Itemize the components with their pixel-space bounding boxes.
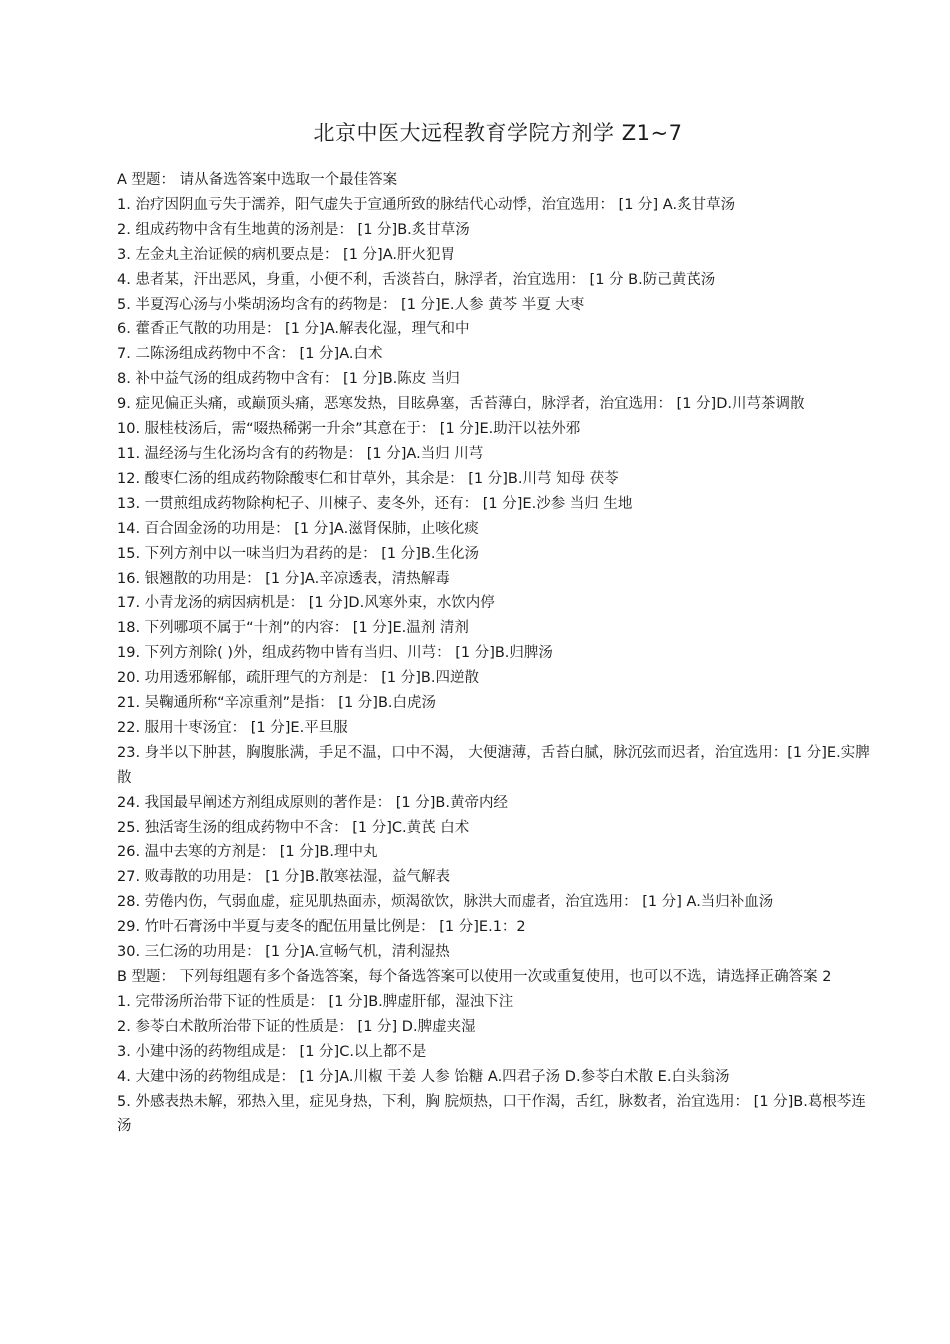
question-item: 5. 外感表热未解，邪热入里，症见身热，下利，胸 脘烦热，口干作渴，舌红，脉数者，治宜选用： [1 分]B.葛根芩连汤 bbox=[117, 1093, 866, 1135]
question-item: 16. 银翘散的功用是： [1 分]A.辛凉透表，清热解毒 bbox=[117, 570, 450, 587]
question-item: 14. 百合固金汤的功用是： [1 分]A.滋肾保肺，止咳化痰 bbox=[117, 520, 479, 537]
question-item: 13. 一贯煎组成药物除枸杞子、川楝子、麦冬外，还有： [1 分]E.沙参 当归 生地 bbox=[117, 495, 633, 512]
section-b-question-list bbox=[117, 990, 879, 1139]
question-item: 22. 服用十枣汤宜： [1 分]E.平旦服 bbox=[117, 719, 348, 736]
question-item: 29. 竹叶石膏汤中半夏与麦冬的配伍用量比例是： [1 分]E.1：2 bbox=[117, 919, 526, 936]
question-item: 1. 完带汤所治带下证的性质是： [1 分]B.脾虚肝郁，湿浊下注 bbox=[117, 993, 514, 1010]
section-b-heading: B 型题： 下列每组题有多个备选答案，每个备选答案可以使用一次或重复使用，也可以不选，请选择正确答案 2 bbox=[117, 969, 832, 985]
question-item: 2. 组成药物中含有生地黄的汤剂是： [1 分]B.炙甘草汤 bbox=[117, 221, 470, 238]
question-item: 6. 藿香正气散的功用是： [1 分]A.解表化湿，理气和中 bbox=[117, 321, 470, 338]
question-item: 28. 劳倦内伤，气弱血虚，症见肌热面赤，烦渴欲饮，脉洪大而虚者，治宜选用： [1 分] A.当归补血汤 bbox=[117, 894, 774, 911]
question-item: 1. 治疗因阴血亏失于濡养，阳气虚失于宣通所致的脉结代心动悸，治宜选用： [1 分] A.炙甘草汤 bbox=[117, 196, 736, 213]
question-item: 7. 二陈汤组成药物中不含： [1 分]A.白术 bbox=[117, 346, 383, 363]
question-item: 27. 败毒散的功用是： [1 分]B.散寒祛湿，益气解表 bbox=[117, 869, 450, 886]
question-item: 9. 症见偏正头痛，或巅顶头痛，恶寒发热，目眩鼻塞，舌苔薄白，脉浮者，治宜选用： [1 分]D.川芎茶调散 bbox=[117, 396, 805, 413]
question-item: 10. 服桂枝汤后，需“啜热稀粥一升余”其意在于： [1 分]E.助汗以祛外邪 bbox=[117, 421, 581, 438]
question-item: 11. 温经汤与生化汤均含有的药物是： [1 分]A.当归 川芎 bbox=[117, 445, 484, 462]
question-item: 25. 独活寄生汤的组成药物中不含： [1 分]C.黄芪 白术 bbox=[117, 819, 470, 836]
question-item: 2. 参苓白术散所治带下证的性质是： [1 分] D.脾虚夹湿 bbox=[117, 1018, 476, 1035]
section-a-heading: A 型题： 请从备选答案中选取一个最佳答案 bbox=[117, 172, 398, 188]
question-item: 30. 三仁汤的功用是： [1 分]A.宣畅气机，清利湿热 bbox=[117, 944, 450, 961]
question-item: 8. 补中益气汤的组成药物中含有： [1 分]B.陈皮 当归 bbox=[117, 371, 460, 388]
section-a-question-list bbox=[117, 193, 879, 965]
question-item: 18. 下列哪项不属于“十剂”的内容： [1 分]E.温剂 清剂 bbox=[117, 620, 469, 637]
question-item: 23. 身半以下肿甚，胸腹胀满，手足不温，口中不渴， 大便溏薄，舌苔白腻，脉沉弦而迟者，治宜选用：[1 分]E.实脾散 bbox=[117, 744, 870, 786]
document-title: 北京中医大远程教育学院方剂学 Z1~7 bbox=[313, 121, 683, 145]
question-item: 12. 酸枣仁汤的组成药物除酸枣仁和甘草外，其余是： [1 分]B.川芎 知母 茯苓 bbox=[117, 470, 619, 487]
question-item: 26. 温中去寒的方剂是： [1 分]B.理中丸 bbox=[117, 844, 378, 861]
question-item: 3. 小建中汤的药物组成是： [1 分]C.以上都不是 bbox=[117, 1043, 427, 1060]
question-item: 17. 小青龙汤的病因病机是： [1 分]D.风寒外束，水饮内停 bbox=[117, 595, 495, 612]
question-item: 5. 半夏泻心汤与小柴胡汤均含有的药物是： [1 分]E.人参 黄芩 半夏 大枣 bbox=[117, 296, 585, 313]
question-item: 3. 左金丸主治证候的病机要点是： [1 分]A.肝火犯胃 bbox=[117, 246, 455, 263]
question-item: 21. 吴鞠通所称“辛凉重剂”是指： [1 分]B.白虎汤 bbox=[117, 695, 437, 712]
question-item: 19. 下列方剂除( )外，组成药物中皆有当归、川芎： [1 分]B.归脾汤 bbox=[117, 645, 553, 662]
question-item: 4. 大建中汤的药物组成是： [1 分]A.川椒 干姜 人参 饴糖 A.四君子汤 D.参苓白术散 E.白头翁汤 bbox=[117, 1068, 730, 1085]
question-item: 4. 患者某，汗出恶风，身重，小便不利，舌淡苔白，脉浮者，治宜选用： [1 分 B.防己黄芪汤 bbox=[117, 271, 716, 288]
document-page bbox=[117, 118, 879, 1139]
question-item: 15. 下列方剂中以一味当归为君药的是： [1 分]B.生化汤 bbox=[117, 545, 479, 562]
question-item: 20. 功用透邪解郁，疏肝理气的方剂是： [1 分]B.四逆散 bbox=[117, 670, 479, 687]
question-item: 24. 我国最早阐述方剂组成原则的著作是： [1 分]B.黄帝内经 bbox=[117, 794, 508, 811]
